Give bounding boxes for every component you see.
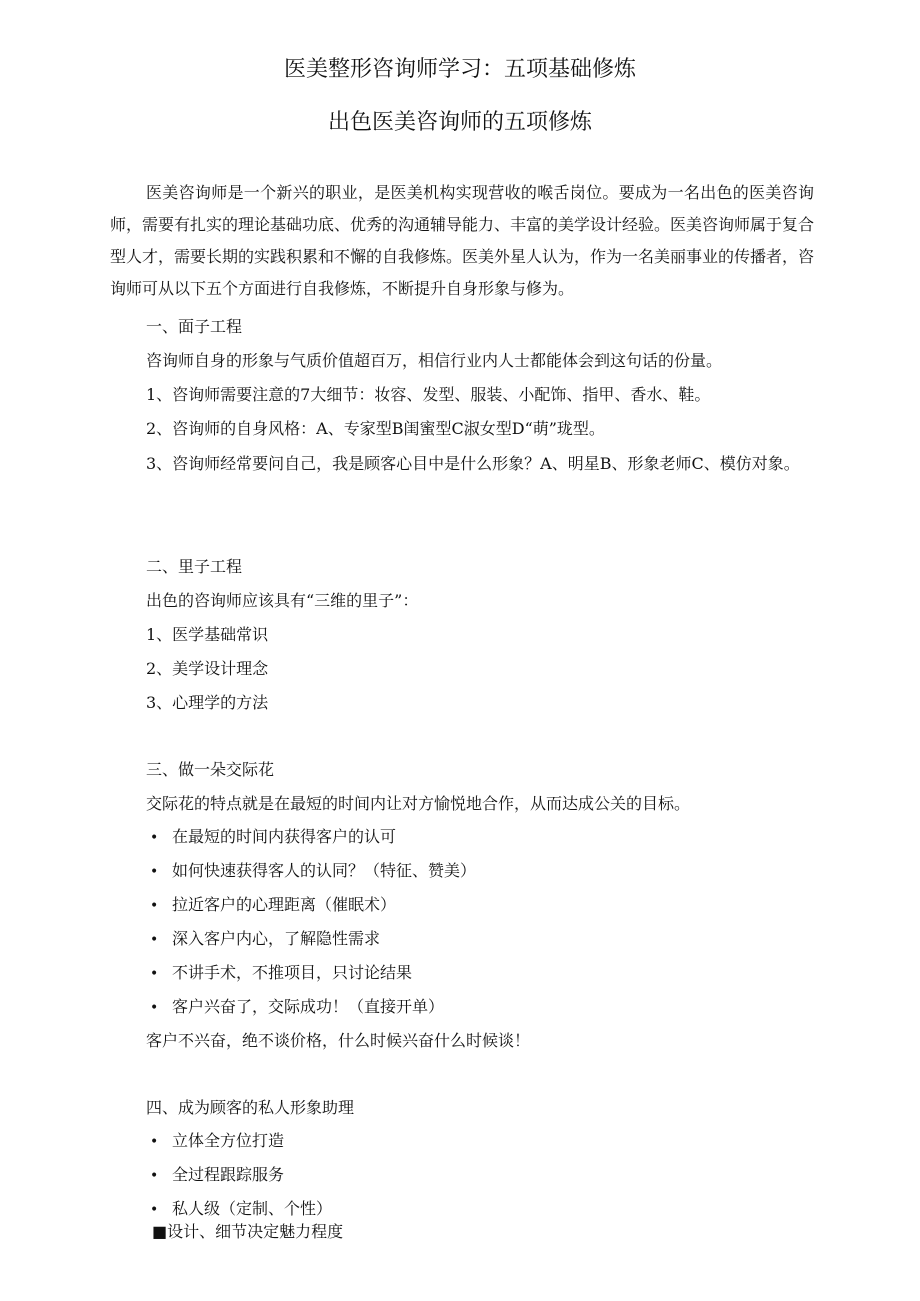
section-1-item: 2、咨询师的自身风格：A、专家型B闺蜜型C淑女型D“萌”珑型。 [146,419,605,438]
section-3-bullet [150,826,396,849]
bullet-text: 不讲手术，不推项目，只讨论结果 [172,963,413,982]
bullet-icon: • [150,966,159,982]
section-3-bullet [150,996,444,1019]
bullet-text: 拉近客户的心理距离（催眠术） [172,895,397,914]
section-1-item: 1、咨询师需要注意的7大细节：妆容、发型、服装、小配饰、指甲、香水、鞋。 [146,385,711,404]
section-1-heading: 一、面子工程 [146,317,243,336]
bullet-icon: • [150,1202,159,1218]
section-2-lead: 出色的咨询师应该具有“三维的里子”： [146,591,419,610]
bullet-text: 深入客户内心，了解隐性需求 [172,929,381,948]
bullet-text: 立体全方位打造 [172,1131,285,1150]
section-1-lead: 咨询师自身的形象与气质价值超百万，相信行业内人士都能体会到这句话的份量。 [146,351,723,370]
section-3-bullet [150,860,476,883]
section-3-bullet [150,928,380,951]
section-4-heading: 四、成为顾客的私人形象助理 [146,1098,355,1117]
document-subtitle: 出色医美咨询师的五项修炼 [327,110,592,135]
bullet-text: 在最短的时间内获得客户的认可 [172,827,397,846]
section-3-closing: 客户不兴奋，绝不谈价格，什么时候兴奋什么时候谈！ [146,1031,531,1050]
bullet-text: 客户兴奋了，交际成功！（直接开单） [172,997,445,1016]
section-2-item: 2、美学设计理念 [146,659,269,678]
section-2-item: 3、心理学的方法 [146,693,269,712]
section-4-square-item: ■设计、细节决定魅力程度 [152,1222,344,1241]
section-4-bullet [150,1130,284,1153]
bullet-text: 私人级（定制、个性） [172,1199,333,1218]
section-3-heading: 三、做一朵交际花 [146,760,275,779]
bullet-icon: • [150,1134,159,1150]
section-4-bullet [150,1198,332,1221]
bullet-icon: • [150,1000,159,1016]
bullet-text: 全过程跟踪服务 [172,1165,285,1184]
bullet-icon: • [150,864,159,880]
bullet-icon: • [150,830,159,846]
document-title: 医美整形咨询师学习：五项基础修炼 [283,57,636,82]
section-3-bullet [150,962,412,985]
section-2-item: 1、医学基础常识 [146,625,269,644]
section-1-item: 3、咨询师经常要问自己，我是顾客心目中是什么形象？A、明星B、形象老师C、模仿对象。 [146,454,800,473]
section-4-bullet [150,1164,284,1187]
bullet-icon: • [150,932,159,948]
section-3-bullet [150,894,396,917]
intro-paragraph: 医美咨询师是一个新兴的职业，是医美机构实现营收的喉舌岗位。要成为一名出色的医美咨询师，需要有扎实的理论基础功底、优秀的沟通辅导能力、丰富的美学设计经验。医美咨询师属于复合型人才，需要长期的实践积累和不懈的自我修炼。医美外星人认为，作为一名美丽事业的传播者，咨询师可从以下五个方面进行自我修炼，不断提升自身形象与修为。 [110,183,815,298]
bullet-icon: • [150,1168,159,1184]
section-2-heading: 二、里子工程 [146,557,243,576]
section-3-lead: 交际花的特点就是在最短的时间内让对方愉悦地合作，从而达成公关的目标。 [146,794,691,813]
bullet-icon: • [150,898,159,914]
bullet-text: 如何快速获得客人的认同？（特征、赞美） [172,861,477,880]
